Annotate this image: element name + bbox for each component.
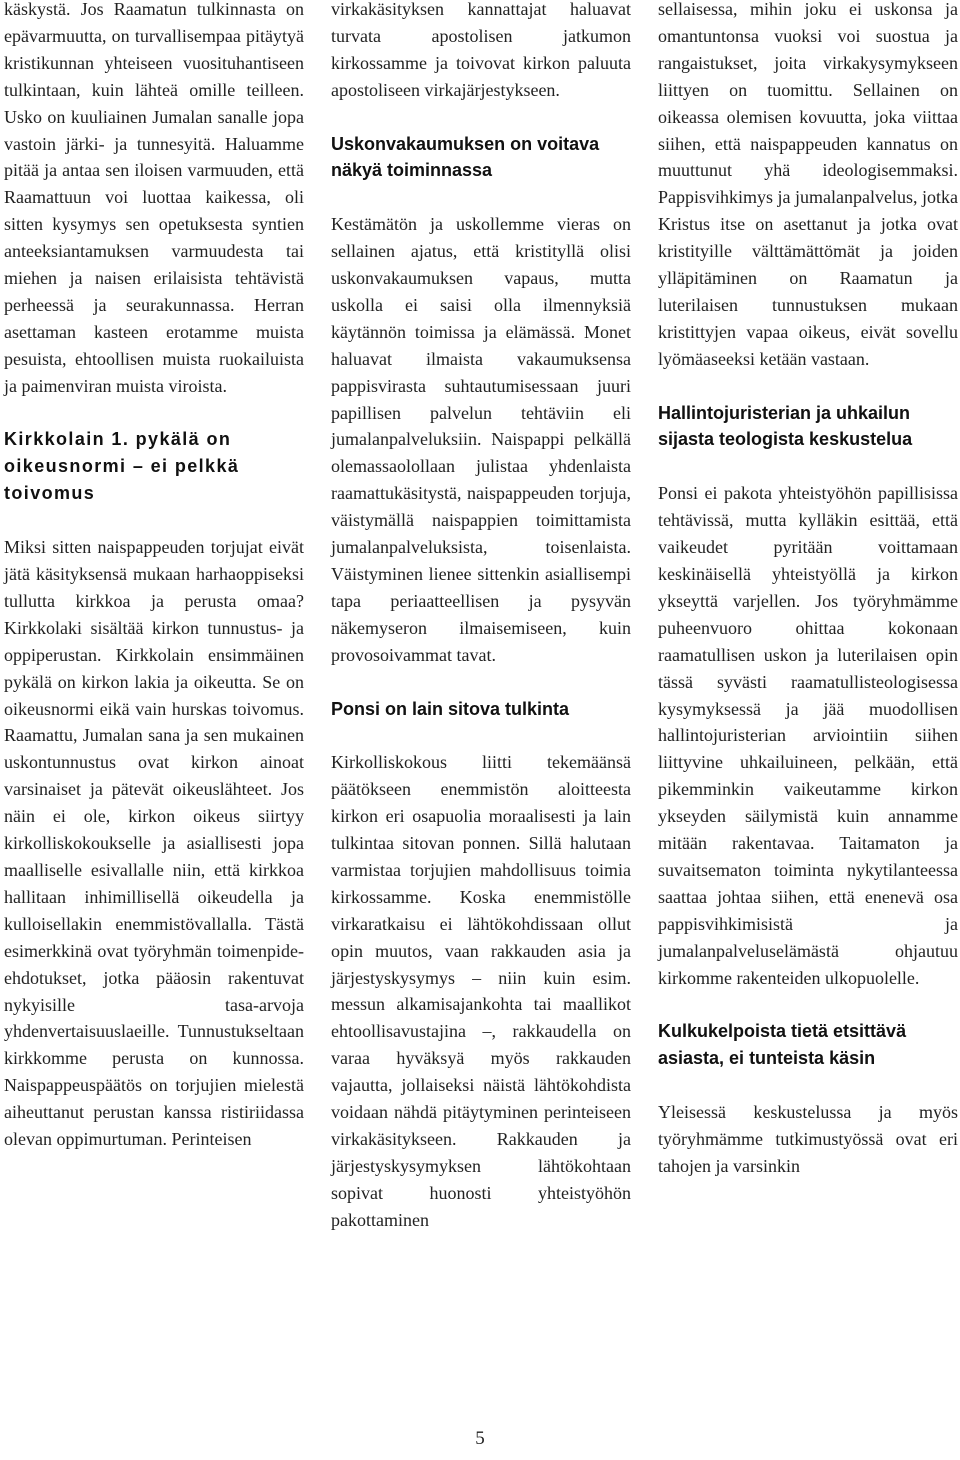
body-paragraph: Kestämätön ja uskollemme vieras on sellainen ajatus, että kristityllä olisi uskonvakaumuksen vapaus, mutta uskolla ei saisi olla ilmennyksiä käytännön toimissa ja elämässä. Monet haluavat ilmaista vakaumuksensa pappisvirasta suhtautumisessaan juuri papillisen palvelun tehtäviin eli jumalanpalveluksiin. Naispappi pelkällä olemassaolollaan julistaa yhdenlaista raamattukäsitystä, naispappeuden torjuja, väistymällä naispappien toimittamista jumalanpalveluksista, toisenlaista. Väistyminen lienee sittenkin asiallisempi tapa periaatteellisen ja pysyvän näkemyseron ilmaisemiseen, kuin provosoivammat tavat. (331, 214, 631, 665)
section-heading: Kulkukelpoista tietä etsittävä asiasta, ei tunteista käsin (658, 1021, 907, 1069)
section-heading: Kirkkolain 1. pykälä on oikeusnormi – ei pelkkä toivomus (4, 429, 240, 504)
spacer (331, 669, 631, 696)
section-heading: Hallintojuristerian ja uhkailun sijasta teologista keskustelua (658, 402, 913, 450)
body-paragraph: Miksi sitten naispappeuden torjujat eivät jätä käsityksensä mukaan harhaoppiseksi tullutta kirkkoa ja perusta omaa? Kirkkolaki sisältää kirkon tunnustus- ja oppiperustan. Kirkkolain ensimmäinen pykälä on kirkon lakia ja oikeutta. Se on oikeusnormi eikä vain hurskas toivomus. Raamattu, Jumalan sana ja sen mukainen uskontunnustus ovat kirkon ainoat varsinaiset ja pätevät oikeuslähteet. Jos näin ei ole, kirkon oikeus siirtyy kirkolliskokoukselle ja asiallisesti jopa maalliselle esivallalle niin, että kirkkoa hallitaan inhimillisellä oikeudella ja kulloisellakin enemmistövallalla. Tästä esimerkkinä ovat työryhmän toimenpide-ehdotukset, jotka pääosin rakentuvat nykyisille tasa-arvoja yhdenvertaisuuslaeille. Tunnustukseltaan kirkkomme perusta on kunnossa. Naispappeuspäätös on torjujien mielestä aiheuttanut perustan kanssa ristiriidassa olevan oppimurtuman. Perinteisen (4, 537, 304, 1150)
spacer (331, 722, 631, 749)
body-paragraph: käskystä. Jos Raamatun tulkinnasta on epävarmuutta, on turvallisempaa pitäytyä kristikunnan yhteiseen vuosituhantiseen tulkintaan, kuin lähteä omille teilleen. Usko on kuuliainen Jumalan sanalle jopa vastoin järki- ja tunnesyitä. Haluamme pitää ja antaa sen iloisen varmuuden, että Raamattuun voi luottaa kaikessa, oli sitten kysymys sen opetuksesta syntien anteeksiantamuksen varmuudesta tai miehen ja naisen erilaisista tehtävistä perheessä ja seurakunnassa. Herran asettaman kasteen erotamme muista pesuista, ehtoollisen muista ruokailuista ja paimenviran muista viroista. (4, 0, 304, 396)
body-paragraph: Yleisessä keskustelussa ja myös työryhmämme tutkimustyössä ovat eri tahojen ja varsinkin (658, 1102, 958, 1176)
spacer (4, 400, 304, 427)
page-number: 5 (475, 1428, 485, 1449)
spacer (658, 992, 958, 1019)
column-3 (658, 0, 958, 1180)
section-heading: Uskonvakaumuksen on voitava näkyä toiminnassa (331, 133, 600, 181)
body-paragraph: sellaisessa, mihin joku ei uskonsa ja omantuntonsa vuoksi voi suostua ja rangaistukset, joita virkakysymykseen liittyen on tuomittu. Sellainen on oikeassa olemisen kovuutta, joka viittaa siihen, että naispappeuden kannatus on muuttunut yhä ideologisemmaksi. Pappisvihkimys ja jumalanpalvelus, jotka Kristus itse on asettanut ja jotka ovat kristityille välttämättömät ja joiden ylläpitäminen on Raamatun ja luterilaisen tunnustuksen mukaan kristittyjen vapaa oikeus, eivät sovellu lyömäaseeksi ketään vastaan. (658, 0, 958, 369)
body-paragraph: virkakäsityksen kannattajat haluavat turvata apostolisen jatkumon kirkossamme ja toivovat kirkon paluuta apostoliseen virkajärjestykseen. (331, 0, 631, 100)
section-heading: Ponsi on lain sitova tulkinta (331, 698, 570, 719)
spacer (658, 373, 958, 400)
spacer (658, 453, 958, 480)
column-2 (331, 0, 631, 1234)
column-1 (4, 0, 304, 1153)
body-paragraph: Ponsi ei pakota yhteistyöhön papillisissa tehtävissä, mutta kylläkin esittää, että vaikeudet pyritään voittamaan keskinäisellä yhteistyöllä ja kirkon ykseyttä varjellen. Jos työryhmämme puheenvuoro ohittaa kokonaan raamatullisen uskon ja luterilaisen opin tässä syvästi raamatullisteologisessa kysymyksessä ja jää muodollisen hallintojuristerian arviointiin siihen liittyvine uhkailuineen, pelkään, että pikemminkin vaikeutamme kirkon ykseyden säilymistä kuin annamme mitään rakentavaa. Taitamaton ja suvaitsematon toiminta nykytilanteessa saattaa johtaa siihen, että enenevä osa pappisvihkimisistä ja jumalanpalveluselämästä ohjautuu kirkomme rakenteiden ulkopuolelle. (658, 483, 958, 988)
spacer (658, 1072, 958, 1099)
body-paragraph: Kirkolliskokous liitti tekemäänsä päätökseen enemmistön aloitteesta kirkon eri osapuolia moraalisesti ja lain tulkintaa sitovan ponnen. Sillä halutaan varmistaa torjujien mahdollisuus toimia kirkossamme. Koska enemmistölle virkaratkaisu ei lähtökohdissaan ollut opin muutos, vaan rakkauden asia ja järjestyskysymys – niin kuin esim. messun alkamisajankohta tai maallikot ehtoollisavustajina –, rakkaudella on varaa hyväksyä myös rakkauden vajautta, jollaiseksi näistä lähtökohdista voidaan nähdä pitäytyminen perinteiseen virkakäsitykseen. Rakkauden ja järjestyskysymyksen lähtökohtaan sopivat huonosti yhteistyöhön pakottaminen (331, 752, 631, 1230)
spacer (4, 507, 304, 534)
spacer (331, 104, 631, 131)
spacer (331, 184, 631, 211)
